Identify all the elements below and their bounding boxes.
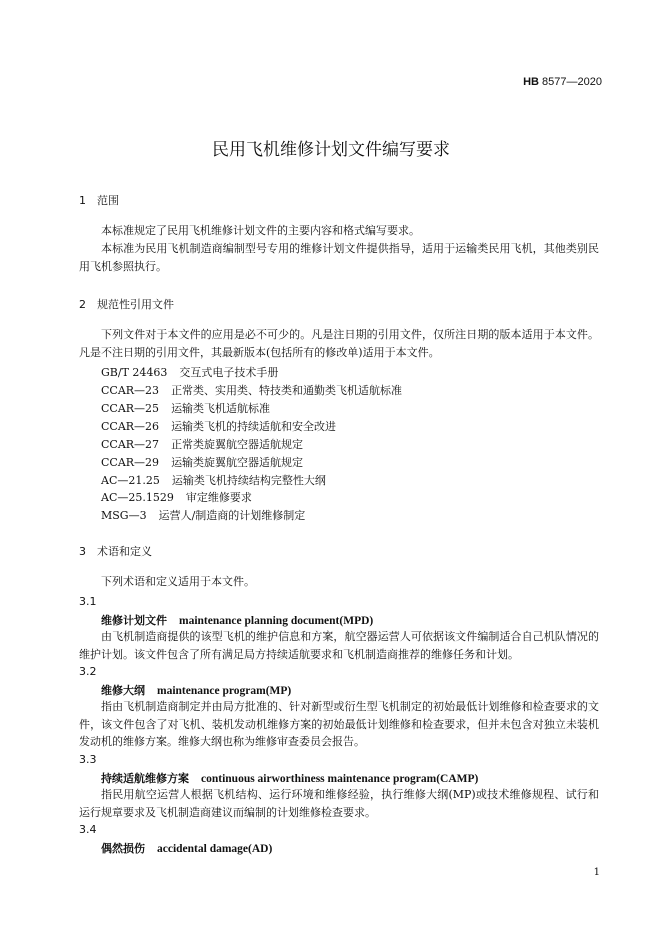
term-number: 3.3 — [79, 753, 97, 766]
ref-item: MSG—3 运营人/制造商的计划维修制定 — [101, 509, 306, 522]
ref-item: CCAR—25 运输类飞机适航标准 — [101, 402, 271, 415]
term-number: 3.2 — [79, 665, 97, 678]
ref-item: CCAR—29 运输类旋翼航空器适航规定 — [101, 456, 304, 469]
section-1-para-1: 本标准规定了民用飞机维修计划文件的主要内容和格式编写要求。 — [101, 224, 420, 237]
section-2-heading: 2 规范性引用文件 — [79, 298, 174, 311]
ref-item: CCAR—26 运输类飞机的持续适航和安全改进 — [101, 420, 337, 433]
section-1-heading: 1 范围 — [79, 194, 119, 207]
term-definition: 指由飞机制造商制定并由局方批准的、针对新型或衍生型飞机制定的初始最低计划维修和检查要求的文件，该文件包含了对飞机、装机发动机维修方案的初始最低计划维修和检查要求，但并未包含对独立未装机发动机的维修方案。维修大纲也称为维修审查委员会报告。 — [79, 700, 599, 748]
page-number: 1 — [593, 867, 600, 878]
term-definition: 由飞机制造商提供的该型飞机的维护信息和方案，航空器运营人可依据该文件编制适合自己机队情况的维护计划。该文件包含了所有满足局方持续适航要求和飞机制造商推荐的维修任务和计划。 — [79, 630, 599, 661]
section-3-para-1: 下列术语和定义适用于本文件。 — [101, 575, 255, 588]
ref-item: CCAR—23 正常类、实用类、特技类和通勤类飞机适航标准 — [101, 384, 403, 397]
ref-item: GB/T 24463 交互式电子技术手册 — [101, 366, 279, 379]
term-number: 3.4 — [79, 823, 97, 836]
ref-item: CCAR—27 正常类旋翼航空器适航规定 — [101, 438, 304, 451]
term-heading: 维修大纲 maintenance program(MP) — [101, 684, 292, 697]
ref-item: AC—25.1529 审定维修要求 — [101, 491, 252, 504]
ref-item: AC—21.25 运输类飞机持续结构完整性大纲 — [101, 474, 326, 487]
standard-number: HB 8577—2020 — [523, 76, 602, 88]
term-definition: 指民用航空运营人根据飞机结构、运行环境和维修经验，执行维修大纲(MP)或技术维修规程、试行和运行规章要求及飞机制造商建议而编制的计划维修检查要求。 — [79, 788, 599, 819]
term-heading: 维修计划文件 maintenance planning document(MPD) — [101, 614, 374, 627]
section-1-para-2: 本标准为民用飞机制造商编制型号专用的维修计划文件提供指导，适用于运输类民用飞机，其他类别民用飞机参照执行。 — [79, 242, 599, 273]
section-3-heading: 3 术语和定义 — [79, 545, 152, 558]
section-2-para-1: 下列文件对于本文件的应用是必不可少的。凡是注日期的引用文件，仅所注日期的版本适用于本文件。凡是不注日期的引用文件，其最新版本(包括所有的修改单)适用于本文件。 — [79, 328, 599, 359]
term-number: 3.1 — [79, 595, 97, 608]
document-title: 民用飞机维修计划文件编写要求 — [212, 140, 450, 160]
term-heading: 偶然损伤 accidental damage(AD) — [101, 842, 273, 855]
term-heading: 持续适航维修方案 continuous airworthiness maintenance program(CAMP) — [101, 772, 479, 785]
